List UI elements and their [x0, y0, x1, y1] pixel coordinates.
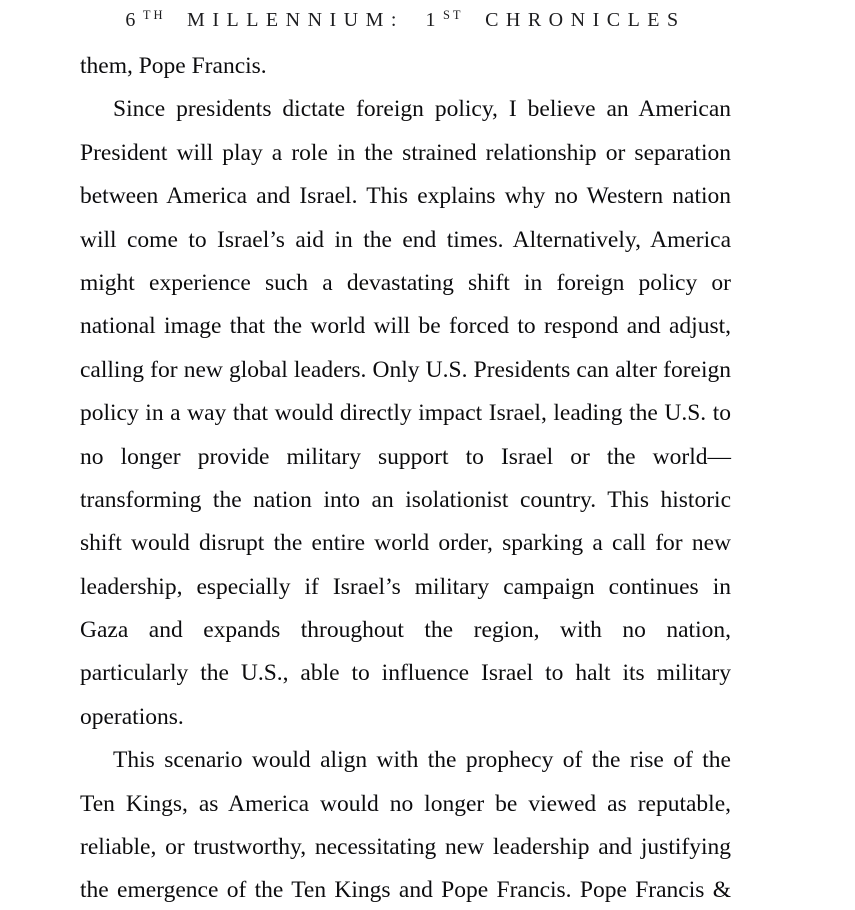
text-line: reliable, or trustworthy, necessitating new leadership and justifying	[80, 834, 731, 861]
body-text	[80, 45, 731, 910]
paragraph	[80, 739, 731, 910]
header-chapter-number: 6	[125, 9, 143, 31]
text-line: This scenario would align with the prophecy of the rise of the	[113, 747, 731, 774]
text-line: will come to Israel’s aid in the end times. Alternatively, America	[80, 226, 731, 253]
text-line: particularly the U.S., able to influence Israel to halt its military	[80, 660, 731, 687]
text-line: operations.	[80, 703, 184, 730]
text-line: Gaza and expands throughout the region, with no nation,	[80, 617, 731, 644]
header-volume-number: 1	[425, 9, 443, 31]
text-line: leadership, especially if Israel’s military campaign continues in	[80, 573, 731, 600]
text-line: President will play a role in the strained relationship or separation	[80, 139, 731, 166]
text-line: transforming the nation into an isolationist country. This historic	[80, 486, 731, 513]
header-ordinal-suffix: ST	[442, 8, 464, 22]
text-line: no longer provide military support to Israel or the world—	[80, 443, 731, 470]
text-line: Ten Kings, as America would no longer be viewed as reputable,	[80, 790, 731, 817]
header-title-word: MILLENNIUM:	[187, 9, 404, 31]
text-line: might experience such a devastating shift in foreign policy or	[80, 269, 731, 296]
header-title-word: CHRONICLES	[485, 9, 686, 31]
paragraph	[80, 45, 731, 88]
text-line: between America and Israel. This explains why no Western nation	[80, 183, 731, 210]
paragraph	[80, 88, 731, 739]
text-line: calling for new global leaders. Only U.S. Presidents can alter foreign	[80, 356, 731, 383]
running-header	[80, 9, 731, 32]
text-line: the emergence of the Ten Kings and Pope Francis. Pope Francis &	[80, 877, 731, 904]
text-line: shift would disrupt the entire world order, sparking a call for new	[80, 530, 731, 557]
header-ordinal-suffix: TH	[142, 8, 166, 22]
text-line: national image that the world will be forced to respond and adjust,	[80, 313, 731, 340]
text-line: policy in a way that would directly impact Israel, leading the U.S. to	[80, 400, 731, 427]
text-line: them, Pope Francis.	[80, 53, 267, 79]
text-line: Since presidents dictate foreign policy, I believe an American	[113, 96, 731, 123]
